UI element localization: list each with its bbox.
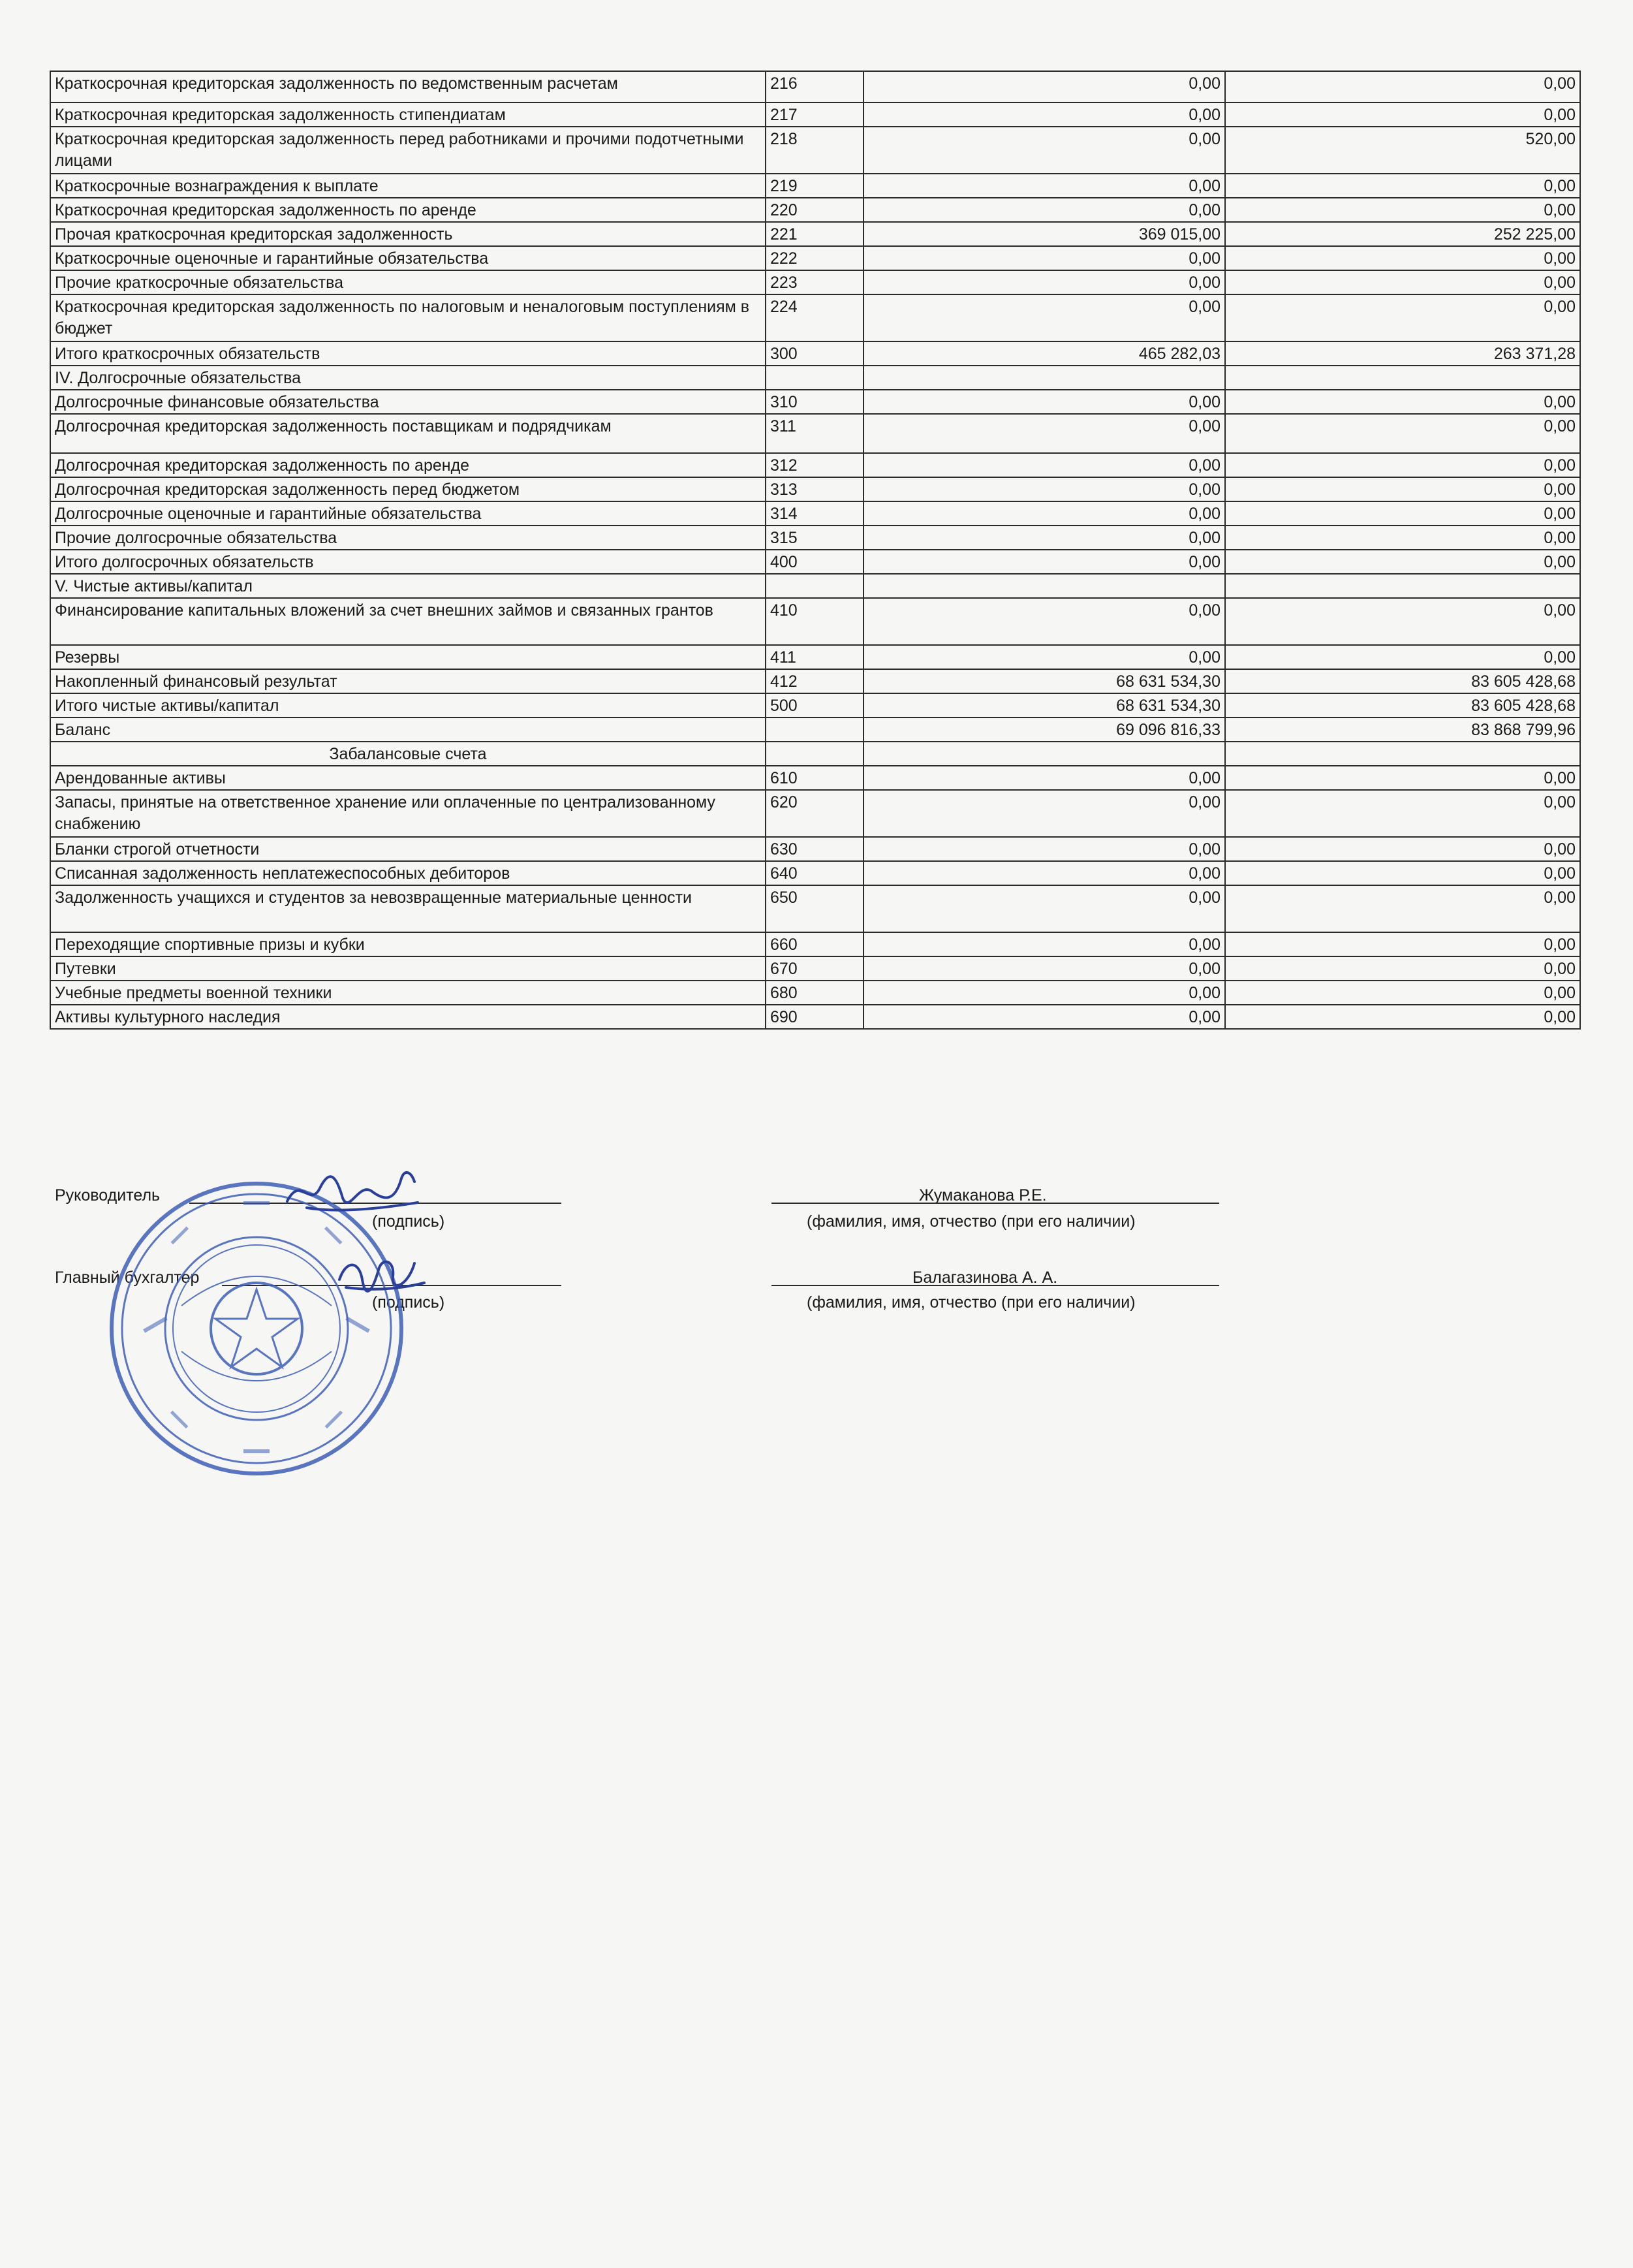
row-name: Резервы <box>50 645 766 669</box>
row-name: Путевки <box>50 956 766 981</box>
table-row <box>50 598 1580 645</box>
row-value-2: 0,00 <box>1225 390 1580 414</box>
table-row <box>50 414 1580 453</box>
table-row <box>50 526 1580 550</box>
row-code: 670 <box>766 956 863 981</box>
row-code: 640 <box>766 861 863 885</box>
row-value-2 <box>1225 574 1580 598</box>
table-row <box>50 717 1580 742</box>
row-name: Краткосрочные вознаграждения к выплате <box>50 174 766 198</box>
row-value-2: 0,00 <box>1225 932 1580 956</box>
accountant-name-line <box>771 1285 1219 1286</box>
row-name: Запасы, принятые на ответственное хранение или оплаченные по централизованному снабжению <box>50 790 766 837</box>
row-name: Краткосрочная кредиторская задолженность по налоговым и неналоговым поступлениям в бюджет <box>50 294 766 341</box>
table-row <box>50 550 1580 574</box>
row-value-1: 0,00 <box>863 501 1225 526</box>
row-name: Итого краткосрочных обязательств <box>50 341 766 366</box>
row-code: 310 <box>766 390 863 414</box>
row-value-2: 0,00 <box>1225 550 1580 574</box>
table-row <box>50 71 1580 102</box>
row-name: Краткосрочная кредиторская задолженность по аренде <box>50 198 766 222</box>
table-row <box>50 669 1580 693</box>
row-code: 313 <box>766 477 863 501</box>
row-value-1: 0,00 <box>863 837 1225 861</box>
row-name: Краткосрочная кредиторская задолженность стипендиатам <box>50 102 766 127</box>
row-code: 610 <box>766 766 863 790</box>
table-row <box>50 766 1580 790</box>
row-value-1: 0,00 <box>863 102 1225 127</box>
row-value-2: 520,00 <box>1225 127 1580 174</box>
row-code: 311 <box>766 414 863 453</box>
row-value-1: 369 015,00 <box>863 222 1225 246</box>
row-code: 219 <box>766 174 863 198</box>
row-value-2: 0,00 <box>1225 885 1580 932</box>
row-value-1: 0,00 <box>863 414 1225 453</box>
row-value-2 <box>1225 742 1580 766</box>
row-value-1: 0,00 <box>863 1005 1225 1029</box>
row-value-2: 0,00 <box>1225 414 1580 453</box>
row-code: 410 <box>766 598 863 645</box>
row-code: 412 <box>766 669 863 693</box>
section-heading <box>50 366 1580 390</box>
row-value-1: 0,00 <box>863 390 1225 414</box>
row-value-1: 0,00 <box>863 550 1225 574</box>
table-row <box>50 790 1580 837</box>
row-code: 216 <box>766 71 863 102</box>
row-name: V. Чистые активы/капитал <box>50 574 766 598</box>
table-row <box>50 693 1580 717</box>
row-code: 300 <box>766 341 863 366</box>
table-row <box>50 198 1580 222</box>
row-value-2 <box>1225 366 1580 390</box>
table-row <box>50 645 1580 669</box>
row-value-1: 0,00 <box>863 598 1225 645</box>
row-code: 411 <box>766 645 863 669</box>
row-name: Баланс <box>50 717 766 742</box>
row-value-2: 0,00 <box>1225 861 1580 885</box>
row-value-1: 465 282,03 <box>863 341 1225 366</box>
row-value-2: 0,00 <box>1225 956 1580 981</box>
row-value-2: 0,00 <box>1225 501 1580 526</box>
row-name: IV. Долгосрочные обязательства <box>50 366 766 390</box>
row-value-2: 0,00 <box>1225 790 1580 837</box>
row-value-2: 83 868 799,96 <box>1225 717 1580 742</box>
row-code <box>766 717 863 742</box>
table-row <box>50 270 1580 294</box>
row-value-1: 0,00 <box>863 861 1225 885</box>
row-value-1: 0,00 <box>863 790 1225 837</box>
row-value-2: 83 605 428,68 <box>1225 693 1580 717</box>
head-name-caption: (фамилия, имя, отчество (при его наличии) <box>807 1212 1136 1231</box>
row-name: Итого чистые активы/капитал <box>50 693 766 717</box>
row-code <box>766 742 863 766</box>
row-value-1: 0,00 <box>863 127 1225 174</box>
row-value-1: 0,00 <box>863 246 1225 270</box>
row-name: Долгосрочная кредиторская задолженность по аренде <box>50 453 766 477</box>
row-value-2: 0,00 <box>1225 270 1580 294</box>
row-name: Списанная задолженность неплатежеспособных дебиторов <box>50 861 766 885</box>
section-heading <box>50 574 1580 598</box>
row-name: Прочая краткосрочная кредиторская задолженность <box>50 222 766 246</box>
row-name: Долгосрочная кредиторская задолженность поставщикам и подрядчикам <box>50 414 766 453</box>
row-code <box>766 366 863 390</box>
row-name: Краткосрочные оценочные и гарантийные обязательства <box>50 246 766 270</box>
accountant-signature-icon <box>333 1247 431 1299</box>
row-name: Долгосрочные оценочные и гарантийные обязательства <box>50 501 766 526</box>
stamp-seal-icon <box>103 1175 410 1482</box>
row-value-1: 0,00 <box>863 645 1225 669</box>
accountant-sign-caption: (подпись) <box>372 1293 445 1312</box>
table-row <box>50 1005 1580 1029</box>
row-value-2: 0,00 <box>1225 174 1580 198</box>
table-row <box>50 127 1580 174</box>
table-row <box>50 477 1580 501</box>
row-code: 620 <box>766 790 863 837</box>
row-name: Бланки строгой отчетности <box>50 837 766 861</box>
row-name: Учебные предметы военной техники <box>50 981 766 1005</box>
row-value-2: 83 605 428,68 <box>1225 669 1580 693</box>
row-code: 660 <box>766 932 863 956</box>
row-code: 218 <box>766 127 863 174</box>
table-row <box>50 885 1580 932</box>
row-code: 650 <box>766 885 863 932</box>
table-row <box>50 453 1580 477</box>
row-value-2: 0,00 <box>1225 198 1580 222</box>
row-value-1: 0,00 <box>863 766 1225 790</box>
row-value-2: 0,00 <box>1225 837 1580 861</box>
table-row <box>50 102 1580 127</box>
row-value-2: 0,00 <box>1225 477 1580 501</box>
row-code: 312 <box>766 453 863 477</box>
row-value-2: 0,00 <box>1225 598 1580 645</box>
row-value-1: 0,00 <box>863 477 1225 501</box>
row-value-2: 0,00 <box>1225 102 1580 127</box>
row-value-2: 0,00 <box>1225 645 1580 669</box>
accountant-name-caption: (фамилия, имя, отчество (при его наличии) <box>807 1293 1136 1312</box>
row-value-2: 0,00 <box>1225 766 1580 790</box>
row-name: Задолженность учащихся и студентов за невозвращенные материальные ценности <box>50 885 766 932</box>
table-row <box>50 222 1580 246</box>
row-name: Прочие долгосрочные обязательства <box>50 526 766 550</box>
head-signature-icon <box>281 1162 424 1221</box>
row-value-1: 0,00 <box>863 198 1225 222</box>
row-value-1: 0,00 <box>863 294 1225 341</box>
row-name: Долгосрочная кредиторская задолженность перед бюджетом <box>50 477 766 501</box>
row-value-2: 252 225,00 <box>1225 222 1580 246</box>
row-code: 680 <box>766 981 863 1005</box>
row-value-2: 0,00 <box>1225 246 1580 270</box>
table-row <box>50 981 1580 1005</box>
row-name: Итого долгосрочных обязательств <box>50 550 766 574</box>
head-label: Руководитель <box>55 1186 161 1205</box>
row-name: Финансирование капитальных вложений за счет внешних займов и связанных грантов <box>50 598 766 645</box>
row-value-2: 0,00 <box>1225 526 1580 550</box>
head-name: Жумаканова Р.Е. <box>919 1186 1047 1205</box>
row-value-2: 0,00 <box>1225 453 1580 477</box>
row-code: 400 <box>766 550 863 574</box>
row-name: Краткосрочная кредиторская задолженность по ведомственным расчетам <box>50 71 766 102</box>
row-code: 222 <box>766 246 863 270</box>
row-name: Арендованные активы <box>50 766 766 790</box>
row-value-1: 68 631 534,30 <box>863 669 1225 693</box>
row-value-1 <box>863 742 1225 766</box>
row-code: 224 <box>766 294 863 341</box>
row-value-1 <box>863 366 1225 390</box>
row-value-2: 0,00 <box>1225 71 1580 102</box>
row-value-2: 0,00 <box>1225 294 1580 341</box>
table-row <box>50 837 1580 861</box>
row-value-1: 0,00 <box>863 981 1225 1005</box>
row-name: Активы культурного наследия <box>50 1005 766 1029</box>
row-code: 220 <box>766 198 863 222</box>
row-name: Накопленный финансовый результат <box>50 669 766 693</box>
row-name: Переходящие спортивные призы и кубки <box>50 932 766 956</box>
row-value-2: 0,00 <box>1225 981 1580 1005</box>
row-value-1: 0,00 <box>863 885 1225 932</box>
row-code: 314 <box>766 501 863 526</box>
row-value-1 <box>863 574 1225 598</box>
accountant-name: Балагазинова А. А. <box>912 1268 1058 1287</box>
table-row <box>50 390 1580 414</box>
row-value-1: 0,00 <box>863 71 1225 102</box>
row-name: Прочие краткосрочные обязательства <box>50 270 766 294</box>
row-value-1: 0,00 <box>863 956 1225 981</box>
row-value-1: 0,00 <box>863 526 1225 550</box>
row-code: 223 <box>766 270 863 294</box>
row-code <box>766 574 863 598</box>
row-value-1: 0,00 <box>863 932 1225 956</box>
section-heading <box>50 742 1580 766</box>
row-name: Забалансовые счета <box>50 742 766 766</box>
table-row <box>50 294 1580 341</box>
table-row <box>50 501 1580 526</box>
table-row <box>50 246 1580 270</box>
row-value-2: 0,00 <box>1225 1005 1580 1029</box>
accountant-label: Главный бухгалтер <box>55 1268 200 1287</box>
table-row <box>50 956 1580 981</box>
table-row <box>50 174 1580 198</box>
row-value-1: 69 096 816,33 <box>863 717 1225 742</box>
balance-table <box>50 71 1581 1030</box>
table-row <box>50 341 1580 366</box>
row-value-1: 68 631 534,30 <box>863 693 1225 717</box>
row-code: 500 <box>766 693 863 717</box>
row-value-1: 0,00 <box>863 270 1225 294</box>
row-code: 690 <box>766 1005 863 1029</box>
row-value-1: 0,00 <box>863 453 1225 477</box>
row-code: 315 <box>766 526 863 550</box>
row-value-2: 263 371,28 <box>1225 341 1580 366</box>
row-name: Краткосрочная кредиторская задолженность перед работниками и прочими подотчетными лицами <box>50 127 766 174</box>
row-code: 630 <box>766 837 863 861</box>
table-row <box>50 932 1580 956</box>
head-sign-caption: (подпись) <box>372 1212 445 1231</box>
row-code: 221 <box>766 222 863 246</box>
table-row <box>50 861 1580 885</box>
head-name-line <box>771 1203 1219 1204</box>
row-code: 217 <box>766 102 863 127</box>
row-value-1: 0,00 <box>863 174 1225 198</box>
row-name: Долгосрочные финансовые обязательства <box>50 390 766 414</box>
